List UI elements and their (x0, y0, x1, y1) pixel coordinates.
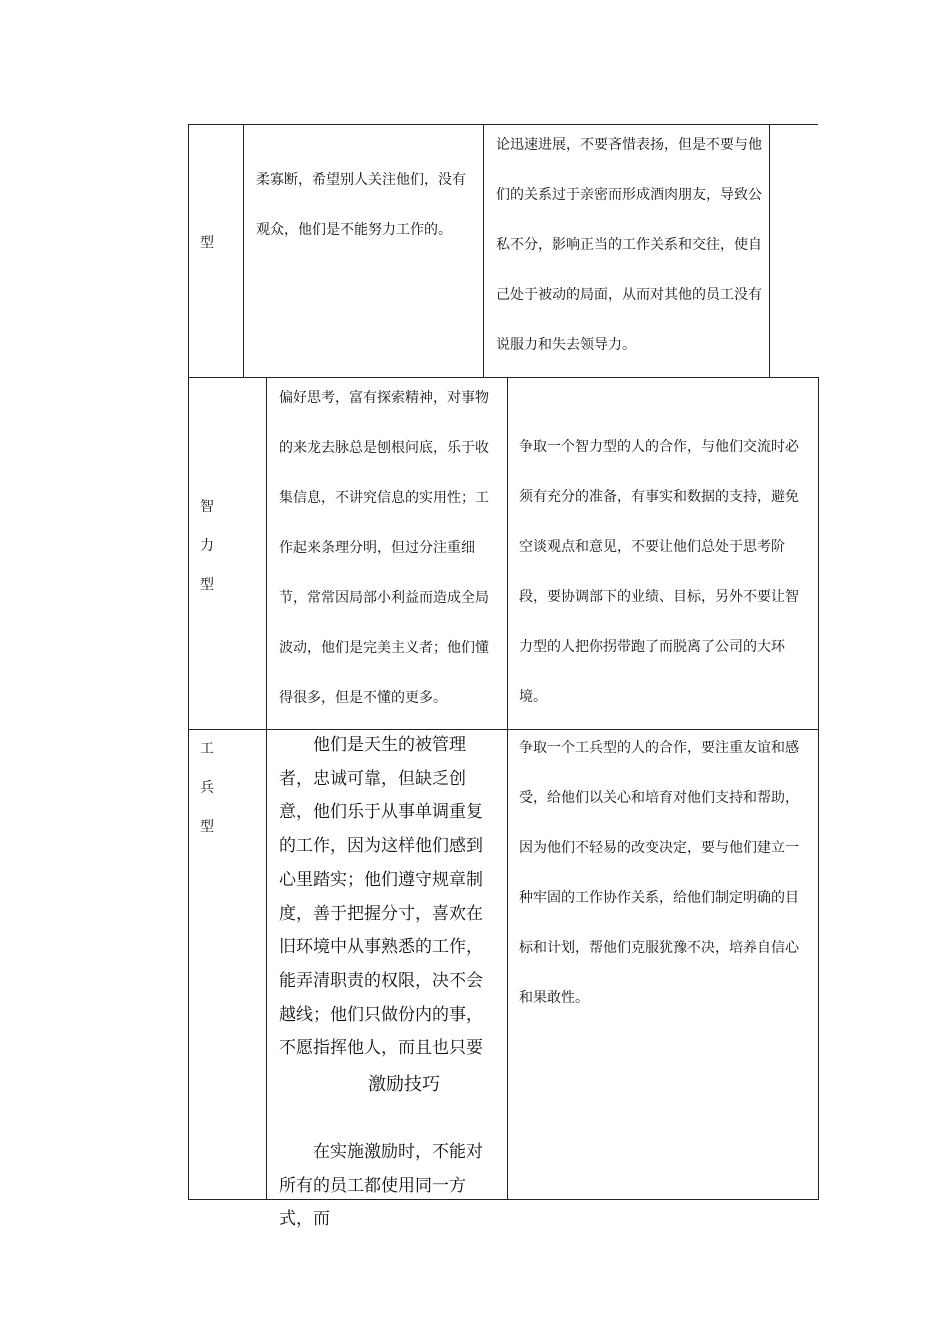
row2-type-label: 智力型 (200, 499, 214, 593)
row3-description (279, 729, 499, 1066)
row1-divider-2 (483, 124, 484, 378)
section-heading: 激励技巧 (368, 1074, 440, 1095)
table-border-left (188, 124, 189, 1200)
row3-type-label: 工兵型 (200, 741, 214, 835)
table-border-right (818, 377, 819, 1200)
row2-divider-2 (507, 377, 508, 1200)
row3-description-text: 他们是天生的被管理者，忠诚可靠，但缺乏创意，他们乐于从事单调重复的工作，因为这样他们感到心里踏实；他们遵守规章制度，善于把握分寸，喜欢在旧环境中从事熟悉的工作，能弄清职责的权限，决不会越线；他们只做份内的事，不愿指挥他人，而且也只要 (279, 735, 483, 1059)
row1-strategy: 论迅速进展，不要吝惜表扬，但是不要与他们的关系过于亲密而形成酒肉朋友，导致公私不分，影响正当的工作关系和交往，使自己处于被动的局面，从而对其他的员工没有说服力和失去领导力。 (496, 137, 762, 353)
row3-strategy: 争取一个工兵型的人的合作，要注重友谊和感受，给他们以关心和培育对他们支持和帮助，因为他们不轻易的改变决定，要与他们建立一种牢固的工作协作关系，给他们制定明确的目标和计划，帮他们克服犹豫不决，培养自信心和果敢性。 (519, 740, 799, 1006)
row1-type-label: 型 (200, 235, 214, 251)
section-paragraph-text: 在实施激励时，不能对所有的员工都使用同一方式，而 (279, 1142, 483, 1230)
row2-divider-1 (266, 377, 267, 1200)
row1-divider-3 (769, 124, 770, 378)
row2-description: 偏好思考，富有探索精神，对事物的来龙去脉总是刨根问底，乐于收集信息，不讲究信息的实用性；工作起来条理分明，但过分注重细节，常常因局部小利益而造成全局波动，他们是完美主义者；他们懂得很多，但是不懂的更多。 (279, 390, 489, 706)
row2-strategy: 争取一个智力型的人的合作，与他们交流时必须有充分的准备，有事实和数据的支持，避免空谈观点和意见，不要让他们总处于思考阶段，要协调部下的业绩、目标，另外不要让智力型的人把你拐带跑了而脱离了公司的大环境。 (519, 439, 799, 705)
row1-description: 柔寡断，希望别人关注他们，没有观众，他们是不能努力工作的。 (256, 172, 466, 238)
row1-divider-1 (243, 124, 244, 378)
section-paragraph (279, 1136, 499, 1237)
